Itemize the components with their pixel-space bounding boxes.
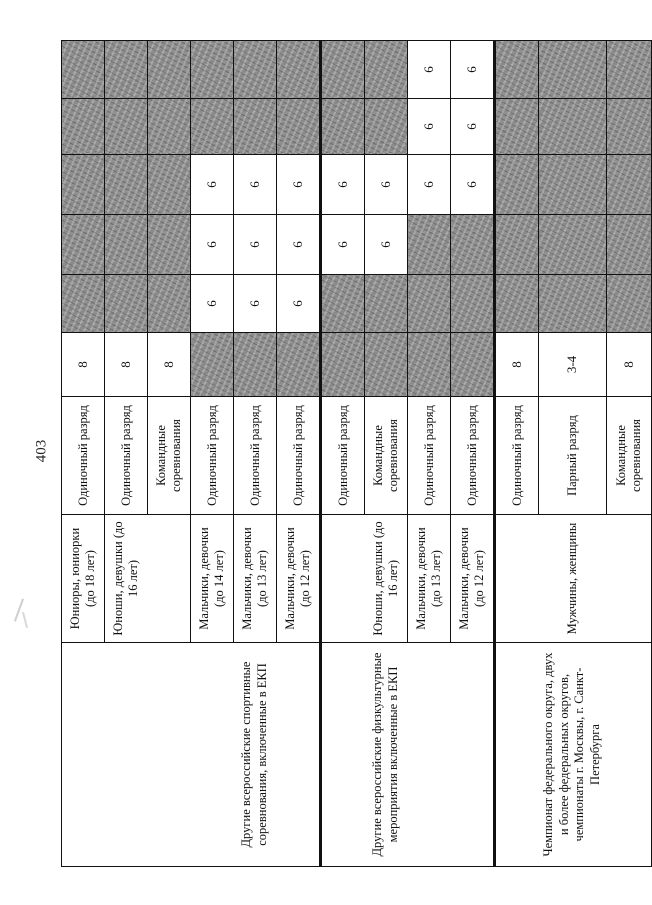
value-cell: 6 <box>321 155 365 215</box>
discipline-cell: Одиночный разряд <box>105 397 148 515</box>
table-row <box>191 41 234 867</box>
age-group-cell: Мальчики, девочки (до 12 лет) <box>277 515 321 643</box>
shaded-cell <box>365 275 408 333</box>
shaded-cell <box>451 333 495 397</box>
age-group-cell <box>321 515 365 643</box>
shaded-cell <box>451 275 495 333</box>
discipline-cell: Одиночный разряд <box>234 397 277 515</box>
age-group-cell <box>495 515 539 643</box>
shaded-cell <box>495 215 539 275</box>
shaded-cell <box>539 275 607 333</box>
shaded-cell <box>277 333 321 397</box>
places-cell: 8 <box>606 333 651 397</box>
age-group-cell: Мальчики, девочки (до 12 лет) <box>451 515 495 643</box>
shaded-cell <box>408 215 451 275</box>
category-cell <box>191 643 234 867</box>
shaded-cell <box>495 41 539 99</box>
value-cell: 6 <box>451 155 495 215</box>
discipline-cell: Одиночный разряд <box>62 397 105 515</box>
table-row <box>277 41 321 867</box>
shaded-cell <box>148 99 191 155</box>
value-cell: 6 <box>451 99 495 155</box>
shaded-cell <box>148 275 191 333</box>
table-row <box>234 41 277 867</box>
shaded-cell <box>606 41 651 99</box>
discipline-cell: Командные соревнования <box>365 397 408 515</box>
shaded-cell <box>451 215 495 275</box>
table-frame <box>61 41 643 867</box>
shaded-cell <box>105 275 148 333</box>
table-row <box>105 41 148 867</box>
value-cell: 6 <box>191 215 234 275</box>
shaded-cell <box>277 41 321 99</box>
category-cell <box>451 643 495 867</box>
shaded-cell <box>191 99 234 155</box>
shaded-cell <box>365 333 408 397</box>
shaded-cell <box>321 41 365 99</box>
age-group-cell <box>606 515 651 643</box>
value-cell: 6 <box>277 155 321 215</box>
value-cell: 6 <box>191 275 234 333</box>
places-cell: 8 <box>105 333 148 397</box>
value-cell: 6 <box>277 275 321 333</box>
shaded-cell <box>148 155 191 215</box>
shaded-cell <box>606 155 651 215</box>
page-number: 403 <box>33 439 50 463</box>
category-cell <box>148 643 191 867</box>
value-cell: 6 <box>234 275 277 333</box>
value-cell: 6 <box>234 155 277 215</box>
category-cell <box>365 643 408 867</box>
category-cell <box>606 643 651 867</box>
category-cell <box>321 643 365 867</box>
discipline-cell: Одиночный разряд <box>277 397 321 515</box>
shaded-cell <box>105 41 148 99</box>
table-row <box>539 41 607 867</box>
shaded-cell <box>277 99 321 155</box>
category-cell <box>105 643 148 867</box>
shaded-cell <box>539 41 607 99</box>
shaded-cell <box>234 41 277 99</box>
shaded-cell <box>408 275 451 333</box>
shaded-cell <box>234 99 277 155</box>
category-label: Чемпионат федерального округа, двух и более федеральных округов, чемпионаты г. Москвы, г. Санкт-Петербурга <box>541 652 602 857</box>
age-group-cell: Юниоры, юниорки (до 18 лет) <box>62 515 105 643</box>
age-group-cell: Юноши, девушки (до 16 лет) <box>365 515 408 643</box>
shaded-cell <box>408 333 451 397</box>
shaded-cell <box>495 275 539 333</box>
shaded-cell <box>105 155 148 215</box>
shaded-cell <box>148 215 191 275</box>
shaded-cell <box>148 41 191 99</box>
discipline-cell: Одиночный разряд <box>451 397 495 515</box>
shaded-cell <box>365 41 408 99</box>
age-group-cell <box>148 515 191 643</box>
shaded-cell <box>539 215 607 275</box>
category-cell <box>277 643 321 867</box>
category-label: Другие всероссийские физкультурные мероприятия включенные в ЕКП <box>370 652 400 857</box>
table-row <box>495 41 539 867</box>
shaded-cell <box>191 333 234 397</box>
discipline-cell: Командные соревнования <box>148 397 191 515</box>
discipline-cell: Парный разряд <box>539 397 607 515</box>
table-row <box>365 41 408 867</box>
places-cell: 8 <box>495 333 539 397</box>
category-cell <box>62 643 105 867</box>
shaded-cell <box>606 99 651 155</box>
shaded-cell <box>62 155 105 215</box>
discipline-cell: Одиночный разряд <box>191 397 234 515</box>
shaded-cell <box>62 275 105 333</box>
category-cell <box>234 643 277 867</box>
age-group-cell: Юноши, девушки (до 16 лет) <box>105 515 148 643</box>
value-cell: 6 <box>365 155 408 215</box>
value-cell: 6 <box>408 99 451 155</box>
category-cell <box>539 643 607 867</box>
shaded-cell <box>321 333 365 397</box>
shaded-cell <box>105 99 148 155</box>
shaded-cell <box>62 215 105 275</box>
table-row <box>321 41 365 867</box>
places-cell: 3-4 <box>539 333 607 397</box>
value-cell: 6 <box>277 215 321 275</box>
table-row <box>148 41 191 867</box>
age-group-cell: Мальчики, девочки (до 13 лет) <box>408 515 451 643</box>
shaded-cell <box>62 99 105 155</box>
scan-mark <box>22 612 28 628</box>
shaded-cell <box>321 275 365 333</box>
table-row <box>451 41 495 867</box>
value-cell: 6 <box>408 41 451 99</box>
shaded-cell <box>539 155 607 215</box>
table-row <box>408 41 451 867</box>
shaded-cell <box>234 333 277 397</box>
places-cell: 8 <box>62 333 105 397</box>
discipline-cell: Командные соревнования <box>606 397 651 515</box>
discipline-cell: Одиночный разряд <box>495 397 539 515</box>
table-row <box>606 41 651 867</box>
shaded-cell <box>495 155 539 215</box>
value-cell: 6 <box>191 155 234 215</box>
places-cell: 8 <box>148 333 191 397</box>
value-cell: 6 <box>408 155 451 215</box>
shaded-cell <box>62 41 105 99</box>
value-cell: 6 <box>365 215 408 275</box>
shaded-cell <box>606 275 651 333</box>
shaded-cell <box>539 99 607 155</box>
discipline-cell: Одиночный разряд <box>321 397 365 515</box>
discipline-cell: Одиночный разряд <box>408 397 451 515</box>
age-group-cell: Мальчики, девочки (до 13 лет) <box>234 515 277 643</box>
age-group-cell: Мальчики, девочки (до 14 лет) <box>191 515 234 643</box>
shaded-cell <box>365 99 408 155</box>
value-cell: 6 <box>451 41 495 99</box>
value-cell: 6 <box>234 215 277 275</box>
category-cell <box>495 643 539 867</box>
shaded-cell <box>495 99 539 155</box>
shaded-cell <box>105 215 148 275</box>
category-cell <box>408 643 451 867</box>
shaded-cell <box>606 215 651 275</box>
category-label: Другие всероссийские спортивные соревнования, включенные в ЕКП <box>239 661 269 848</box>
shaded-cell <box>321 99 365 155</box>
shaded-cell <box>191 41 234 99</box>
ranking-table <box>61 40 652 867</box>
value-cell: 6 <box>321 215 365 275</box>
age-group-cell: Мужчины, женщины <box>539 515 607 643</box>
table-row <box>62 41 105 867</box>
